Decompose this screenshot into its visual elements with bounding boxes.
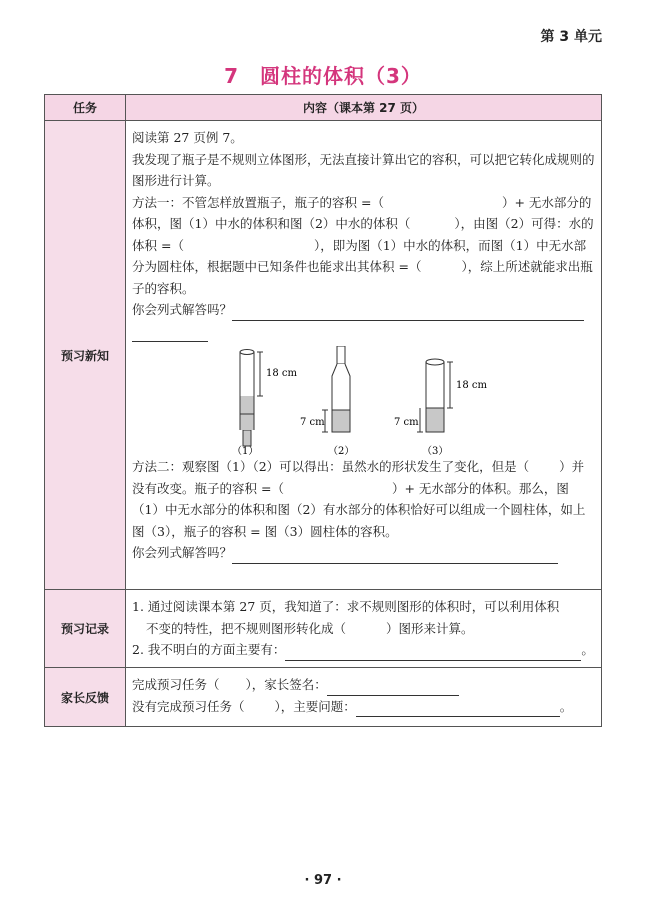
record-line-2 — [132, 639, 595, 661]
fig1-caption: （1） — [232, 446, 259, 456]
method-two-d: 那么，图（1）中无水部分的体积和图（2）有水部分的体积恰好可以组成一个圆柱体，如上图（3），瓶子的容积 = 图（3）圆柱体的容积。 — [132, 480, 586, 539]
task-preview: 预习新知 — [45, 121, 126, 590]
record-line-2-end: 。 — [581, 642, 594, 657]
feedback-line-1 — [132, 674, 595, 696]
feedback-line-1-a: 完成预习任务（ — [132, 677, 220, 692]
record-line-2-text: 2. 我不明白的方面主要有： — [132, 642, 286, 657]
answer-blank-1[interactable] — [232, 306, 584, 321]
figure-1 — [232, 350, 298, 457]
ask-text-2: 你会列式解答吗？ — [132, 545, 233, 560]
ask-line-2 — [132, 542, 595, 564]
fig1-top — [240, 350, 254, 355]
parent-signature-blank[interactable] — [327, 681, 459, 696]
method-one-f: ），即为图（1）中水的体积，而图 — [313, 237, 504, 253]
method-two-b: ）并没有改变。瓶子的容积 =（ — [132, 459, 585, 496]
fig2-caption: （2） — [328, 446, 355, 456]
feedback-content — [126, 668, 602, 727]
page-title: 7 圆柱的体积（3） — [224, 64, 422, 88]
record-row — [45, 590, 602, 668]
method-two-a: 方法二：观察图（1）（2）可以得出：虽然水的形状发生了变化，但是（ — [132, 459, 530, 474]
method-one-b: ）+ 无水部分 — [501, 194, 579, 210]
unit-label: 第 3 单元 — [540, 29, 602, 45]
preview-p1: 阅读第 27 页例 7。 — [132, 130, 243, 145]
table-header-row — [45, 95, 602, 121]
page-number: · 97 · — [304, 873, 342, 888]
fig2-water — [332, 410, 350, 432]
header-content: 内容（课本第 27 页） — [126, 95, 602, 121]
record-line-1b-text: 不变的特性，把不规则图形转化成（ — [146, 620, 347, 636]
fig2-neck — [337, 346, 345, 364]
fig3-dim-label-bottom: 7 cm — [394, 417, 419, 428]
method-one-g: （1）中无水部分为圆柱体，根据题中已知条件也能求出其体积 =（ — [132, 237, 587, 274]
feedback-row — [45, 668, 602, 727]
fig1-water — [240, 396, 254, 414]
problem-blank[interactable] — [356, 702, 560, 717]
record-blank[interactable] — [285, 646, 581, 661]
method-two — [132, 456, 595, 542]
preview-content — [126, 121, 602, 590]
method-one-a: 方法一：不管怎样放置瓶子，瓶子的容积 =（ — [132, 194, 384, 210]
fig2-dim-label: 7 cm — [300, 417, 325, 428]
method-one-h: ），综上所述就能求出瓶子的容积。 — [132, 259, 593, 296]
record-content — [126, 590, 602, 668]
feedback-line-2 — [132, 696, 595, 718]
header-task: 任务 — [45, 95, 126, 121]
fig3-water — [426, 408, 444, 432]
preview-table — [44, 94, 602, 727]
method-one-c: 的体积，图（1）中水的体积和图（2）中水的体积（ — [132, 194, 592, 231]
fig3-caption: （3） — [422, 446, 449, 456]
feedback-line-2-a: 没有完成预习任务（ — [132, 698, 245, 714]
ask-text-1: 你会列式解答吗？ — [132, 302, 233, 317]
record-line-1b — [132, 618, 595, 640]
fig3-dim-label-top: 18 cm — [456, 380, 487, 391]
preview-row — [45, 121, 602, 590]
method-two-c: ）+ 无水部分的体积。 — [391, 480, 519, 496]
fig1-neck — [243, 430, 251, 446]
task-record: 预习记录 — [45, 590, 126, 668]
feedback-line-2-b: ），主要问题： — [274, 698, 356, 714]
figures — [132, 346, 595, 456]
fig1-shoulder — [240, 414, 254, 430]
record-line-1: 1. 通过阅读课本第 27 页，我知道了：求不规则图形的体积时，可以利用体积 — [132, 599, 560, 614]
feedback-line-2-end: 。 — [559, 698, 573, 714]
bottle-figures-svg — [132, 346, 592, 456]
figure-2 — [300, 346, 354, 456]
figure-3 — [394, 359, 488, 456]
answer-blank-2[interactable] — [232, 549, 558, 564]
answer-blank-1b[interactable] — [132, 327, 208, 342]
record-line-1c-text: ）图形来计算。 — [386, 620, 474, 636]
method-one-e: 得：水的体积 =（ — [132, 216, 594, 253]
ask-line-1 — [132, 299, 595, 321]
fig1-dim-label: 18 cm — [266, 368, 297, 379]
fig3-top — [426, 359, 444, 365]
method-one — [132, 192, 595, 300]
feedback-line-1-b: ），家长签名： — [245, 677, 327, 692]
task-feedback: 家长反馈 — [45, 668, 126, 727]
method-one-d: ），由图（2）可 — [454, 216, 544, 231]
preview-p2: 我发现了瓶子是不规则立体图形，无法直接计算出它的容积，可以把它转化成规则的图形进行计算。 — [132, 151, 595, 188]
